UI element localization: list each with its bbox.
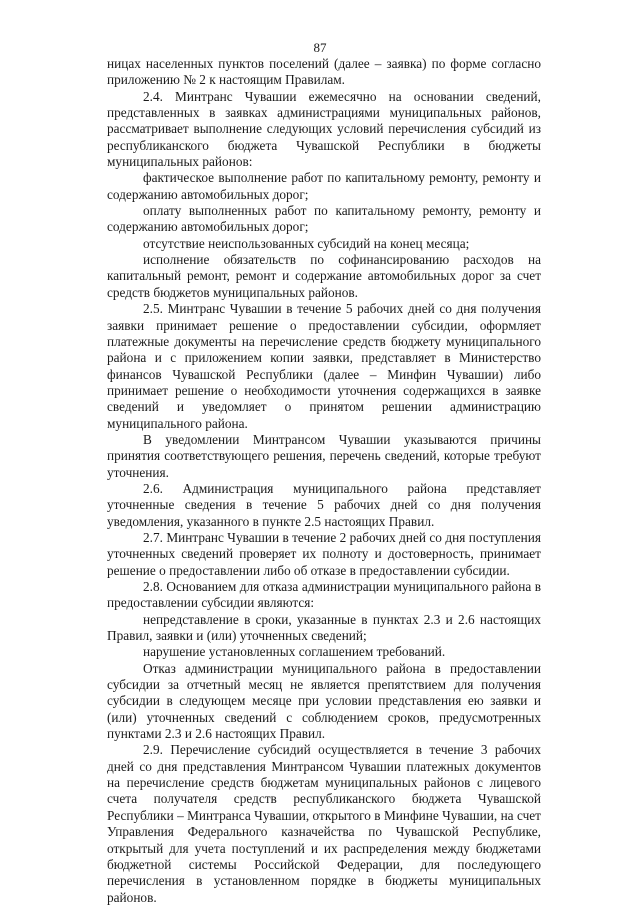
- document-body: [107, 56, 541, 906]
- paragraph-2-4: 2.4. Минтранс Чувашии ежемесячно на основании сведений, представленных в заявках администрациями муниципальных районов, рассматривает выполнение следующих условий перечисления субсидий из республиканского бюджета Чувашской Республики в бюджеты муниципальных районов:: [107, 88, 541, 170]
- paragraph-2-5: 2.5. Минтранс Чувашии в течение 5 рабочих дней со дня получения заявки принимает решение о предоставлении субсидии, оформляет платежные документы на перечисление средств бюджету муниципального района и с приложением копии заявки, представляет в Министерство финансов Чувашской Республики (далее – Минфин Чувашии) либо принимает решение о необходимости уточнения содержащихся в заявке сведений и уведомляет о принятом решении администрацию муниципального района.: [107, 301, 541, 431]
- paragraph-2-8: 2.8. Основанием для отказа администрации муниципального района в предоставлении субсидии являются:: [107, 579, 541, 611]
- paragraph-continuation: ницах населенных пунктов поселений (далее – заявка) по форме согласно приложению № 2 к настоящим Правилам.: [107, 56, 541, 88]
- paragraph-condition-unused-subsidies: отсутствие неиспользованных субсидий на конец месяца;: [143, 235, 470, 251]
- paragraph-condition-actual-work: фактическое выполнение работ по капитальному ремонту, ремонту и содержанию автомобильных дорог;: [107, 170, 541, 202]
- paragraph-refusal-reason-deadlines: непредставление в сроки, указанные в пунктах 2.3 и 2.6 настоящих Правил, заявки и (или) уточненных сведений;: [107, 611, 541, 644]
- paragraph-refusal-reason-violation: нарушение установленных соглашением требований.: [143, 644, 446, 660]
- paragraph-2-6: 2.6. Администрация муниципального района представляет уточненные сведения в течение 5 рабочих дней со дня получения уведомления, указанного в пункте 2.5 настоящих Правил.: [107, 480, 541, 529]
- paragraph-notification: В уведомлении Минтрансом Чувашии указываются причины принятия соответствующего решения, перечень сведений, которые требуют уточнения.: [107, 431, 541, 480]
- paragraph-condition-payment: оплату выполненных работ по капитальному ремонту, ремонту и содержанию автомобильных дорог;: [107, 203, 541, 235]
- paragraph-2-9: 2.9. Перечисление субсидий осуществляется в течение 3 рабочих дней со дня представления Минтрансом Чувашии платежных документов на перечисление средств бюджетам муниципальных районов с лицевого счета получателя средств республиканского бюджета Чувашской Республики – Минтранса Чувашии, открытого в Минфине Чувашии, на счет Управления Федерального казначейства по Чувашской Республике, открытый для учета поступлений и их распределения между бюджетами бюджетной системы Российской Федерации, для последующего перечисления в установленном порядке в бюджеты муниципальных районов.: [107, 742, 541, 905]
- paragraph-2-7: 2.7. Минтранс Чувашии в течение 2 рабочих дней со дня поступления уточненных сведений проверяет их полноту и достоверность, принимает решение о предоставлении либо об отказе в предоставлении субсидии.: [107, 529, 541, 578]
- paragraph-condition-cofinancing: исполнение обязательств по софинансированию расходов на капитальный ремонт, ремонт и содержание автомобильных дорог за счет средств бюджетов муниципальных районов.: [107, 252, 541, 300]
- page-number: 87: [313, 40, 327, 55]
- paragraph-refusal-note: Отказ администрации муниципального района в предоставлении субсидии за отчетный месяц не является препятствием для получения субсидии в следующем месяце при условии представления ею заявки и (или) уточненных сведений с соблюдением сроков, предусмотренных пунктами 2.3 и 2.6 настоящих Правил.: [107, 660, 541, 742]
